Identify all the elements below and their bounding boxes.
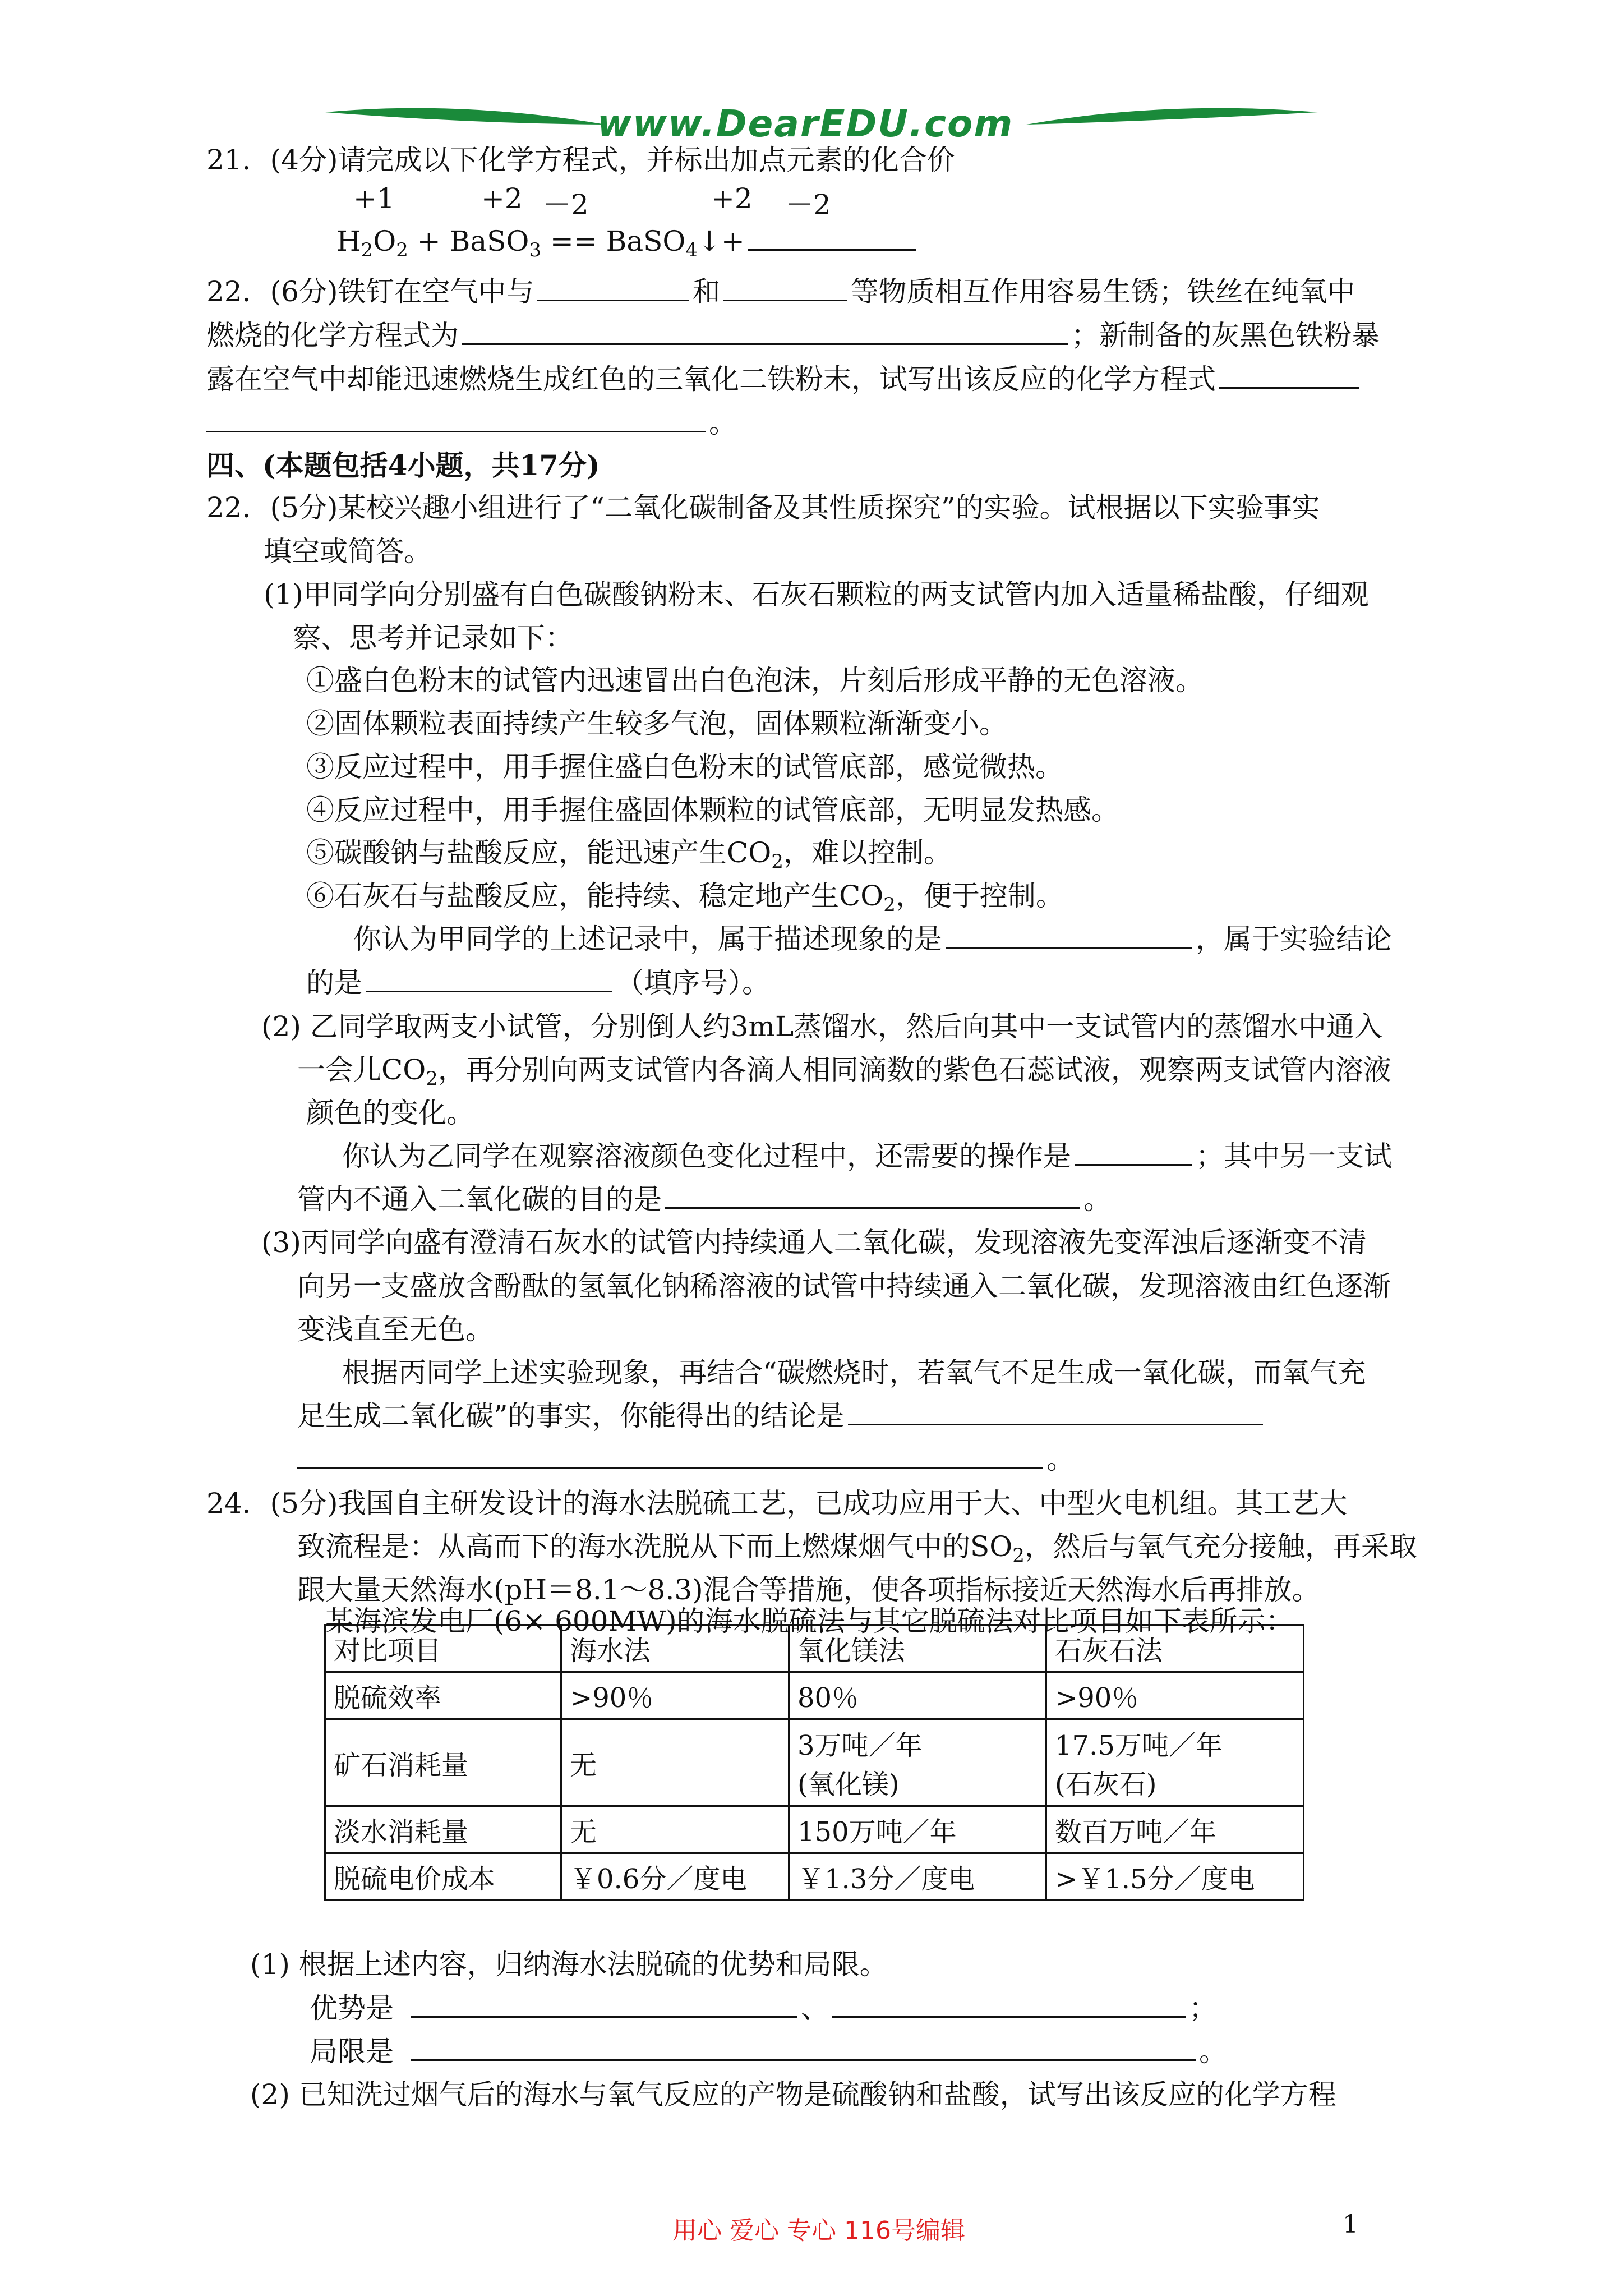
footer-text: 用心 爱心 专心 116号编辑 [672, 2216, 965, 2245]
part1-line1: (1)甲同学向分别盛有白色碳酸钠粉末、石灰石颗粒的两支试管内加入适量稀盐酸，仔细观 [264, 578, 1369, 611]
record-1: ①盛白色粉末的试管内迅速冒出白色泡沫，片刻后形成平静的无色溶液。 [306, 664, 1204, 697]
record-6: ⑥石灰石与盐酸反应，能持续、稳定地产生$CO_2$，便于控制。 [306, 880, 1064, 916]
answer-blank[interactable] [848, 1398, 1263, 1425]
table-cell: ￥1.3分／度电 [789, 1853, 1046, 1901]
table-row [325, 1806, 1304, 1853]
q22a-line3: 露在空气中却能迅速燃烧生成红色的三氧化二铁粉末，试写出该反应的化学方程式 [206, 357, 1363, 397]
q21-stem: 21．(4分)请完成以下化学方程式，并标出加点元素的化合价 [206, 144, 955, 176]
table-row [325, 1672, 1304, 1719]
part2-line3: 颜色的变化。 [306, 1097, 474, 1129]
answer-blank[interactable] [411, 1990, 797, 2018]
q24-line2: 致流程是：从高而下的海水洗脱从下而上燃煤烟气中的$SO_2$，然后与氧气充分接触，再采取 [297, 1530, 1417, 1567]
q22b-line2: 填空或简答。 [264, 535, 432, 568]
valence-o2: －2 [785, 188, 831, 221]
q24-advantage: 优势是 、 ； [310, 1986, 1217, 2026]
answer-blank[interactable] [366, 965, 612, 992]
q22a-line2: 燃烧的化学方程式为 ；新制备的灰黑色铁粉暴 [206, 313, 1380, 353]
part2-ask1: 你认为乙同学在观察溶液颜色变化过程中，还需要的操作是 ；其中另一支试 [342, 1134, 1392, 1174]
valence-ba: +2 [481, 182, 523, 215]
table-cell: 脱硫电价成本 [325, 1853, 561, 1901]
valence-h: +1 [353, 182, 395, 215]
site-url[interactable]: www.DearEDU.com [597, 102, 1014, 145]
table-cell: 数百万吨／年 [1046, 1806, 1304, 1853]
part2-ask2: 管内不通入二氧化碳的目的是 。 [297, 1177, 1112, 1217]
answer-blank[interactable] [206, 405, 706, 432]
answer-blank[interactable] [462, 318, 1068, 345]
table-cell: 矿石消耗量 [325, 1719, 561, 1806]
comparison-table [324, 1624, 1304, 1901]
table-header-cell: 海水法 [561, 1625, 789, 1672]
table-header-cell: 石灰石法 [1046, 1625, 1304, 1672]
table-header-cell: 对比项目 [325, 1625, 561, 1672]
valence-o: －2 [543, 188, 589, 221]
page-number: 1 [1343, 2210, 1358, 2239]
q24-line1: 24．(5分)我国自主研发设计的海水法脱硫工艺，已成功应用于大、中型火电机组。其工艺大 [206, 1487, 1348, 1520]
answer-blank[interactable] [665, 1181, 1080, 1209]
q24-sub1: (1) 根据上述内容，归纳海水法脱硫的优势和局限。 [250, 1948, 888, 1981]
part2-line2: 一会儿$CO_2$，再分别向两支试管内各滴人相同滴数的紫色石蕊试液，观察两支试管内溶液 [297, 1053, 1391, 1090]
part3-line1: (3)丙同学向盛有澄清石灰水的试管内持续通人二氧化碳，发现溶液先变浑浊后逐渐变不清 [261, 1226, 1367, 1259]
record-5: ⑤碳酸钠与盐酸反应，能迅速产生$CO_2$，难以控制。 [306, 836, 952, 873]
answer-blank[interactable] [297, 1441, 1043, 1469]
part1-line2: 察、思考并记录如下： [293, 622, 573, 654]
part3-ask1: 根据丙同学上述实验现象，再结合“碳燃烧时，若氧气不足生成一氧化碳，而氧气充 [342, 1356, 1366, 1389]
part3-ask3: 。 [297, 1437, 1075, 1477]
q24-limitation: 局限是 。 [310, 2029, 1227, 2069]
q22b-line1: 22．(5分)某校兴趣小组进行了“二氧化碳制备及其性质探究”的实验。试根据以下实验事实 [206, 491, 1320, 524]
answer-blank[interactable] [832, 1990, 1186, 2018]
answer-blank[interactable] [723, 274, 847, 301]
table-header-cell: 氧化镁法 [789, 1625, 1046, 1672]
table-cell: 无 [561, 1806, 789, 1853]
answer-blank[interactable] [537, 274, 689, 301]
table-cell: 无 [561, 1719, 789, 1806]
record-2: ②固体颗粒表面持续产生较多气泡，固体颗粒渐渐变小。 [306, 707, 1007, 740]
section-title: 四、(本题包括4小题，共17分) [206, 449, 600, 482]
table-cell: 3万吨／年 (氧化镁) [789, 1719, 1046, 1806]
answer-blank[interactable] [1075, 1138, 1192, 1166]
table-cell: ￥0.6分／度电 [561, 1853, 789, 1901]
swoosh-left-tail [325, 111, 606, 125]
table-row [325, 1719, 1304, 1806]
part1-ask2: 的是 （填序号）。 [306, 960, 770, 1001]
table-row [325, 1853, 1304, 1901]
table-cell: 脱硫效率 [325, 1672, 561, 1719]
part3-line3: 变浅直至无色。 [297, 1313, 494, 1346]
part2-line1: (2) 乙同学取两支小试管，分别倒人约3mL蒸馏水，然后向其中一支试管内的蒸馏水中通入 [261, 1010, 1383, 1043]
valence-ba2: +2 [711, 182, 753, 215]
answer-blank[interactable] [946, 921, 1192, 949]
table-cell: >90％ [561, 1672, 789, 1719]
q24-sub2: (2) 已知洗过烟气后的海水与氧气反应的产物是硫酸钠和盐酸，试写出该反应的化学方程 [250, 2078, 1336, 2111]
table-cell: 150万吨／年 [789, 1806, 1046, 1853]
part3-line2: 向另一支盛放含酚酞的氢氧化钠稀溶液的试管中持续通入二氧化碳，发现溶液由红色逐渐 [297, 1270, 1391, 1303]
answer-blank[interactable] [748, 223, 916, 251]
table-cell: >￥1.5分／度电 [1046, 1853, 1304, 1901]
q22a-line1: 22．(6分)铁钉在空气中与 和 等物质相互作用容易生锈；铁丝在纯氧中 [206, 269, 1355, 310]
table-cell: 80％ [789, 1672, 1046, 1719]
record-3: ③反应过程中，用手握住盛白色粉末的试管底部，感觉微热。 [306, 751, 1063, 783]
table-header-row [325, 1625, 1304, 1672]
table-cell: 17.5万吨／年 (石灰石) [1046, 1719, 1304, 1806]
answer-blank[interactable] [411, 2033, 1196, 2061]
table-cell: >90％ [1046, 1672, 1304, 1719]
table-cell: 淡水消耗量 [325, 1806, 561, 1853]
answer-blank[interactable] [1219, 361, 1359, 389]
swoosh-right [1026, 108, 1318, 125]
q21-equation: $H_2O_2$ + BaSO$_3$ == BaSO$_4$↓+ [336, 223, 920, 261]
q24-line3: 跟大量天然海水(pH＝8.1～8.3)混合等措施，使各项指标接近天然海水后再排放。 [297, 1573, 1320, 1606]
q22a-line4: 。 [206, 401, 737, 441]
q24-line4: 某海滨发电厂(6× 600MW)的海水脱硫法与其它脱硫法对比项目如下表所示： [325, 1605, 1294, 1637]
part1-ask1: 你认为甲同学的上述记录中，属于描述现象的是 ，属于实验结论 [353, 917, 1392, 957]
record-4: ④反应过程中，用手握住盛固体颗粒的试管底部，无明显发热感。 [306, 794, 1119, 826]
part3-ask2: 足生成二氧化碳”的事实，你能得出的结论是 [297, 1393, 1266, 1434]
